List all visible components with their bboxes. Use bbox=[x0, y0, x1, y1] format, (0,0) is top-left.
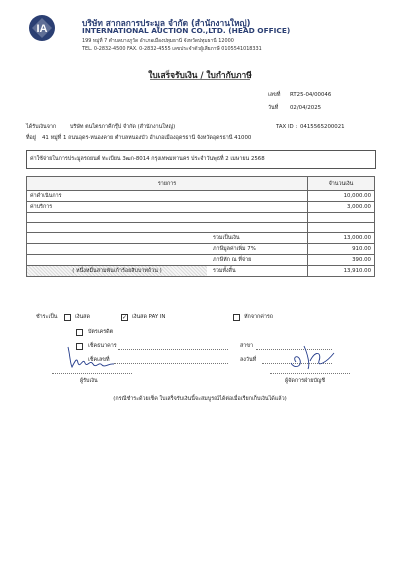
company-contact: TEL. 0-2832-4500 FAX. 0-2832-4555 เลขประจำตัวผู้เสียภาษี 0105541018331 bbox=[82, 46, 262, 52]
row-amount: 3,000.00 bbox=[308, 202, 375, 213]
footnote: (กรณีชำระด้วยเช็ค ใบเสร็จรับเงินนี้จะสมบูรณ์ได้ต่อเมื่อเรียกเก็บเงินได้แล้ว) bbox=[113, 396, 287, 402]
summary-row bbox=[27, 255, 375, 266]
row-amount: 10,000.00 bbox=[308, 191, 375, 202]
document-title: ใบเสร็จรับเงิน / ใบกำกับภาษี bbox=[148, 70, 252, 80]
col-amount-header: จำนวนเงิน bbox=[308, 177, 375, 191]
deduct-label: หักจากค่ารถ bbox=[244, 314, 274, 320]
pay-by-label: ชำระเป็น bbox=[36, 314, 58, 320]
customer-address: 41 หมู่ที่ 1 ถนนอุดร-หนองคาย ตำบลหนองบัว อำเภอเมืองอุดรธานี จังหวัดอุดรธานี 41000 bbox=[42, 135, 252, 141]
customer-name: บริษัท ตนไตรภาคีกรุ๊ป จำกัด (สำนักงานใหญ่) bbox=[70, 124, 176, 130]
summary-label: ภาษีหัก ณ ที่จ่าย bbox=[27, 255, 308, 266]
receipt-date: 02/04/2025 bbox=[290, 105, 322, 111]
summary-row bbox=[27, 244, 375, 255]
manager-signature-line bbox=[270, 373, 350, 374]
tax-id: 0415565200021 bbox=[300, 124, 345, 130]
company-name-english: INTERNATIONAL AUCTION CO.,LTD. (HEAD OFFICE) bbox=[82, 26, 291, 35]
items-table bbox=[26, 176, 375, 277]
row-item: ค่าบริการ bbox=[27, 202, 308, 213]
svg-text:IA: IA bbox=[36, 23, 48, 35]
amount-in-words: ( หนึ่งหมื่นสามพันเก้าร้อยสิบบาทถ้วน ) bbox=[27, 266, 207, 276]
company-address: 199 หมู่ที่ 7 ตำบลบางภูวัด อำเภอเมืองปทุมธานี จังหวัดปทุมธานี 12000 bbox=[82, 38, 234, 44]
check-mark-icon: ✓ bbox=[122, 314, 128, 321]
payin-label: เงินสด PAY IN bbox=[132, 314, 166, 320]
summary-label: รวมเป็นเงิน bbox=[27, 233, 308, 244]
summary-amount: 910.00 bbox=[308, 244, 375, 255]
check-bank-label: เช็คธนาคาร bbox=[88, 343, 117, 349]
check-number-label: เช็คเลขที่ bbox=[88, 357, 110, 363]
address-label: ที่อยู่ bbox=[26, 135, 36, 141]
summary-row bbox=[27, 233, 375, 244]
receipt-number: RT25-04/00046 bbox=[290, 92, 332, 98]
row-item: ค่าดำเนินการ bbox=[27, 191, 308, 202]
summary-label: ภาษีมูลค่าเพิ่ม 7% bbox=[27, 244, 308, 255]
cash-checkbox[interactable] bbox=[64, 314, 71, 321]
description-box bbox=[26, 150, 376, 169]
receipt-number-label: เลขที่ bbox=[268, 92, 281, 98]
bank-name-field[interactable] bbox=[118, 348, 228, 350]
col-item-header: รายการ bbox=[27, 177, 308, 191]
grand-total-amount: 13,910.00 bbox=[308, 266, 375, 277]
payin-checkbox[interactable] bbox=[121, 314, 128, 321]
grand-total-row bbox=[27, 266, 375, 277]
manager-signature-icon bbox=[288, 341, 338, 371]
description-text: ค่าใช้จ่ายในการประมูลรถยนต์ ทะเบียน 3ฒก-8014 กรุงเทพมหานคร ประจำวันพุธที่ 2 เมษายน 2568 bbox=[30, 156, 265, 162]
receiver-signature-icon bbox=[66, 343, 116, 373]
deduct-checkbox[interactable] bbox=[233, 314, 240, 321]
credit-card-label: บัตรเครดิต bbox=[88, 329, 114, 335]
grand-total-label: รวมทั้งสิ้น bbox=[213, 268, 236, 274]
receiver-label: ผู้รับเงิน bbox=[80, 378, 98, 384]
check-number-field[interactable] bbox=[114, 362, 228, 364]
company-name-thai: บริษัท สากลการประมูล จำกัด (สำนักงานใหญ่) bbox=[82, 18, 251, 28]
table-header bbox=[27, 177, 375, 191]
table-row bbox=[27, 191, 375, 202]
receiver-signature-line bbox=[52, 373, 132, 374]
received-from-label: ได้รับเงินจาก bbox=[26, 124, 57, 130]
title-underline bbox=[150, 79, 250, 80]
cash-label: เงินสด bbox=[75, 314, 90, 320]
table-row bbox=[27, 202, 375, 213]
table-row-blank bbox=[27, 213, 375, 223]
receipt-date-label: วันที่ bbox=[268, 105, 279, 111]
check-date-label: ลงวันที่ bbox=[240, 357, 257, 363]
branch-label: สาขา bbox=[240, 343, 254, 349]
manager-label: ผู้จัดการฝ่ายบัญชี bbox=[285, 378, 326, 384]
tax-id-label: TAX ID : bbox=[276, 124, 298, 130]
summary-amount: 390.00 bbox=[308, 255, 375, 266]
credit-card-checkbox[interactable] bbox=[76, 329, 83, 336]
table-row-blank bbox=[27, 223, 375, 233]
summary-amount: 13,000.00 bbox=[308, 233, 375, 244]
company-logo bbox=[28, 14, 56, 42]
